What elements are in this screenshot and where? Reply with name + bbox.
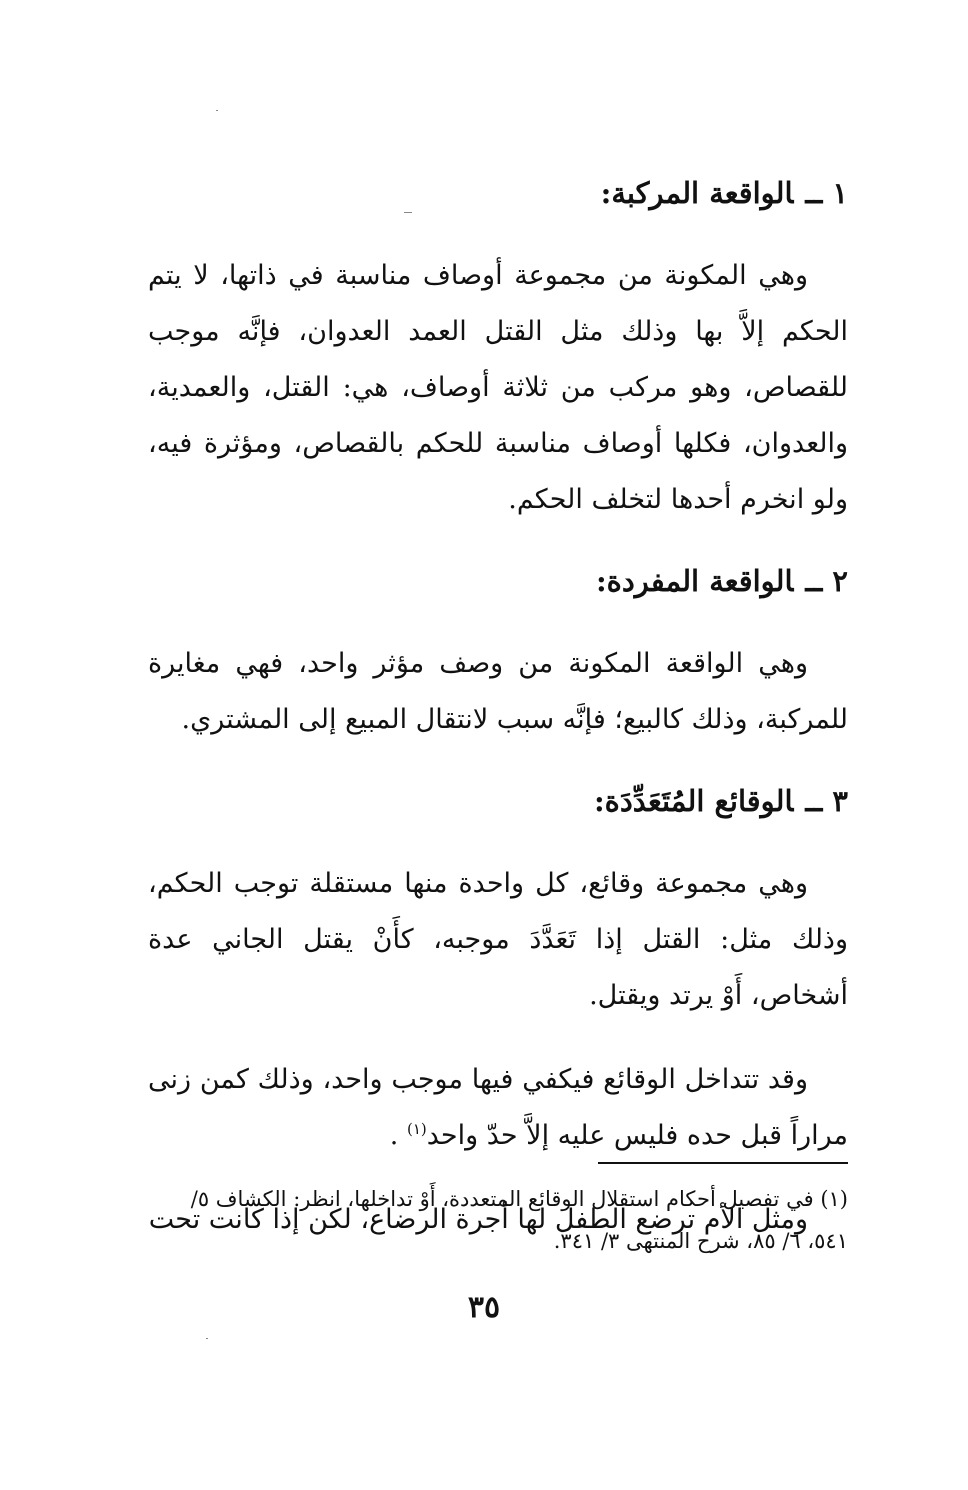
paragraph: وهي مجموعة وقائع، كل واحدة منها مستقلة توجب الحكم، وذلك مثل: القتل إذا تَعَدَّدَ موجبه، كأَنْ يقتل الجاني عدة أشخاص، أَوْ يرتد ويقتل. (148, 868, 848, 1011)
section-heading (148, 556, 848, 606)
page-number: ٣٥ (467, 1290, 501, 1325)
footnote (148, 1178, 848, 1262)
section-number: ٣ ــ (805, 784, 848, 818)
section-title: الواقعة المركبة: (600, 176, 794, 210)
footnote-text: في تفصيل أحكام استقلال الوقائع المتعددة، أَوْ تداخلها، انظر: الكشاف ٥/ ٥٤١، ٦/ ٨٥، شرح المنتهى ٣/ ٣٤١. (190, 1187, 848, 1253)
paragraph-text: وقد تتداخل الوقائع فيكفي فيها موجب واحد، وذلك كمن زنى مراراً قبل حده فليس عليه إلاَّ حدّ واحد (148, 1064, 848, 1151)
main-text (148, 168, 848, 1276)
footnote-separator (598, 1162, 848, 1164)
footnote-marker: (١) (820, 1187, 848, 1211)
scan-speck (216, 110, 218, 111)
paragraph-with-footnote (148, 1052, 848, 1164)
paragraph: ومثل الأم ترضع الطفل لها أجرة الرضاع، لكن إذا كانت تحت (148, 1204, 808, 1235)
footnote-reference[interactable]: (١) (406, 1120, 427, 1138)
paragraph-end: . (389, 1120, 399, 1151)
section-number: ٢ ــ (805, 564, 848, 598)
section-number: ١ ــ (805, 176, 848, 210)
scan-speck (206, 1338, 208, 1339)
section-title: الواقعة المفردة: (595, 564, 794, 598)
section-title: الوقائع المُتَعَدِّدَة: (593, 784, 794, 818)
paragraph: وهي المكونة من مجموعة أوصاف مناسبة في ذاتها، لا يتم الحكم إلاَّ بها وذلك مثل القتل العمد العدوان، فإنَّه موجب للقصاص، وهو مركب من ثلاثة أوصاف، هي: القتل، والعمدية، والعدوان، فكلها أوصاف مناسبة للحكم بالقصاص، ومؤثرة فيه، ولو انخرم أحدها لتخلف الحكم. (148, 260, 848, 515)
section-heading (148, 168, 848, 218)
paragraph: وهي الواقعة المكونة من وصف مؤثر واحد، فهي مغايرة للمركبة، وذلك كالبيع؛ فإنَّه سبب لانتقال المبيع إلى المشتري. (148, 648, 848, 735)
section-heading (148, 776, 848, 826)
